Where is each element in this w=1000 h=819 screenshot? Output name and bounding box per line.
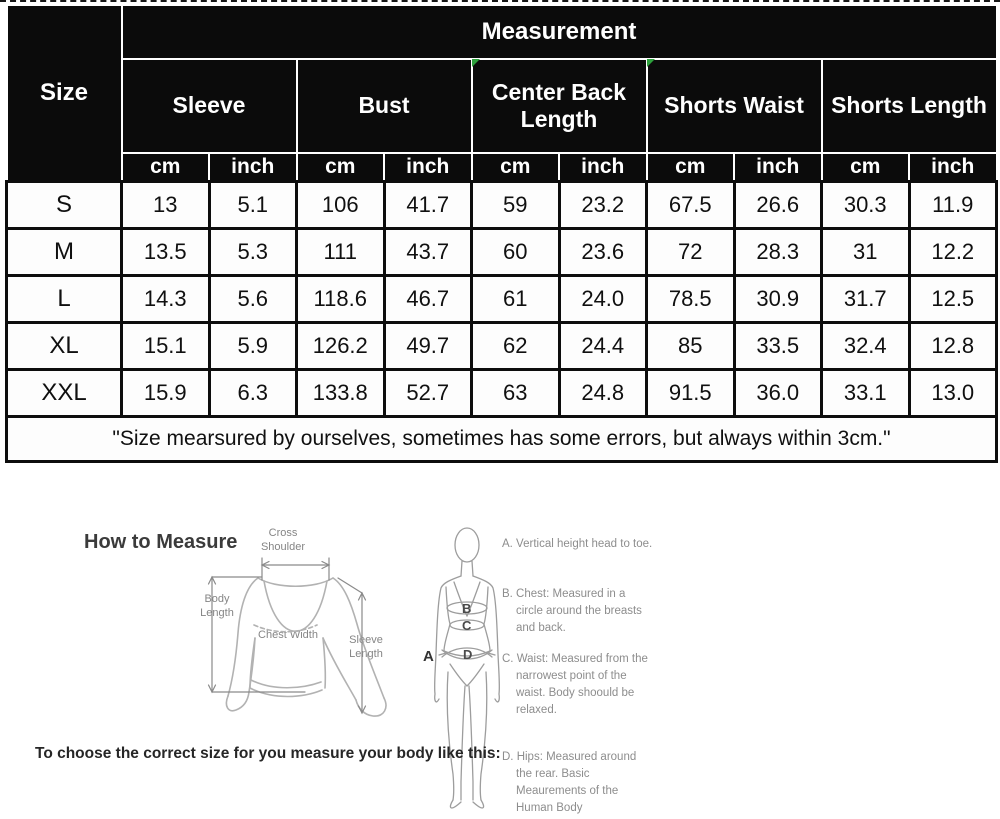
- group-header-bust: Bust: [297, 59, 472, 153]
- value-cell: 118.6: [297, 276, 385, 323]
- value-cell: 13: [122, 182, 210, 229]
- value-cell: 33.1: [822, 370, 910, 417]
- value-cell: 24.0: [559, 276, 647, 323]
- unit-cell-cm: cm: [472, 153, 560, 182]
- body-point-d: D: [463, 647, 473, 662]
- value-cell: 5.3: [209, 229, 297, 276]
- guide-footer: To choose the correct size for you measure your body like this:: [35, 745, 501, 762]
- unit-cell-inch: inch: [384, 153, 472, 182]
- value-cell: 13.0: [909, 370, 997, 417]
- value-cell: 67.5: [647, 182, 735, 229]
- unit-cell-inch: inch: [734, 153, 822, 182]
- group-header-shorts-waist: [647, 59, 822, 153]
- value-cell: 23.2: [559, 182, 647, 229]
- value-cell: 23.6: [559, 229, 647, 276]
- table-row: [7, 276, 997, 323]
- size-cell: XXL: [7, 370, 122, 417]
- value-cell: 91.5: [647, 370, 735, 417]
- value-cell: 126.2: [297, 323, 385, 370]
- value-cell: 6.3: [209, 370, 297, 417]
- group-header-shorts-length: Shorts Length: [822, 59, 997, 153]
- unit-cell-inch: inch: [209, 153, 297, 182]
- unit-cell-inch: inch: [909, 153, 997, 182]
- value-cell: 30.9: [734, 276, 822, 323]
- value-cell: 12.8: [909, 323, 997, 370]
- sleeve-length-label: Sleeve Length: [349, 634, 383, 660]
- table-row: [7, 370, 997, 417]
- value-cell: 5.6: [209, 276, 297, 323]
- size-note: "Size mearsured by ourselves, sometimes has some errors, but always within 3cm.": [7, 417, 997, 462]
- size-cell: L: [7, 276, 122, 323]
- value-cell: 31: [822, 229, 910, 276]
- value-cell: 41.7: [384, 182, 472, 229]
- value-cell: 46.7: [384, 276, 472, 323]
- body-point-b: B: [462, 601, 472, 616]
- value-cell: 33.5: [734, 323, 822, 370]
- value-cell: 12.2: [909, 229, 997, 276]
- value-cell: 43.7: [384, 229, 472, 276]
- value-cell: 30.3: [822, 182, 910, 229]
- group-header-center-back-length: [472, 59, 647, 153]
- value-cell: 52.7: [384, 370, 472, 417]
- size-cell: XL: [7, 323, 122, 370]
- value-cell: 28.3: [734, 229, 822, 276]
- value-cell: 31.7: [822, 276, 910, 323]
- chest-width-label: Chest Width: [258, 629, 318, 641]
- value-cell: 5.9: [209, 323, 297, 370]
- unit-cell-cm: cm: [822, 153, 910, 182]
- body-outline: [435, 528, 500, 808]
- body-point-c: C: [462, 618, 472, 633]
- value-cell: 13.5: [122, 229, 210, 276]
- table-row: [7, 229, 997, 276]
- instruction-b: B. Chest: Measured in a circle around the breasts and back.: [502, 588, 642, 635]
- instruction-d: D. Hips: Measured around the rear. Basic Meaurements of the Human Body: [502, 751, 637, 815]
- group-header-sleeve: Sleeve: [122, 59, 297, 153]
- value-cell: 15.1: [122, 323, 210, 370]
- group-header-label: Shorts Waist: [664, 92, 804, 119]
- top-edge-artifact: [0, 0, 1000, 2]
- size-header-cell: Size: [7, 5, 122, 182]
- table-row: [7, 182, 997, 229]
- unit-cell-cm: cm: [647, 153, 735, 182]
- measurement-header-cell: Measurement: [122, 5, 997, 59]
- value-cell: 72: [647, 229, 735, 276]
- instruction-c: C. Waist: Measured from the narrowest point of the waist. Body shoould be relaxed.: [502, 653, 648, 717]
- measurement-arrows: [209, 558, 366, 713]
- value-cell: 36.0: [734, 370, 822, 417]
- value-cell: 133.8: [297, 370, 385, 417]
- value-cell: 26.6: [734, 182, 822, 229]
- value-cell: 59: [472, 182, 560, 229]
- value-cell: 11.9: [909, 182, 997, 229]
- value-cell: 32.4: [822, 323, 910, 370]
- instruction-a: A. Vertical height head to toe.: [502, 538, 653, 550]
- group-header-label: Center Back Length: [491, 78, 627, 132]
- table-row: [7, 323, 997, 370]
- green-corner-mark: [647, 59, 655, 67]
- value-cell: 49.7: [384, 323, 472, 370]
- value-cell: 62: [472, 323, 560, 370]
- size-cell: M: [7, 229, 122, 276]
- value-cell: 61: [472, 276, 560, 323]
- value-cell: 14.3: [122, 276, 210, 323]
- value-cell: 106: [297, 182, 385, 229]
- value-cell: 85: [647, 323, 735, 370]
- value-cell: 78.5: [647, 276, 735, 323]
- value-cell: 63: [472, 370, 560, 417]
- size-cell: S: [7, 182, 122, 229]
- value-cell: 24.8: [559, 370, 647, 417]
- unit-cell-cm: cm: [297, 153, 385, 182]
- value-cell: 5.1: [209, 182, 297, 229]
- unit-cell-cm: cm: [122, 153, 210, 182]
- unit-cell-inch: inch: [559, 153, 647, 182]
- value-cell: 24.4: [559, 323, 647, 370]
- green-corner-mark: [472, 59, 480, 67]
- value-cell: 15.9: [122, 370, 210, 417]
- body-point-a: A: [423, 648, 434, 665]
- value-cell: 111: [297, 229, 385, 276]
- body-length-label: Body Length: [200, 593, 234, 619]
- guide-title: How to Measure: [84, 531, 238, 553]
- value-cell: 12.5: [909, 276, 997, 323]
- note-row: [7, 417, 997, 462]
- measurement-table: [5, 4, 998, 463]
- cross-shoulder-label: Cross Shoulder: [260, 527, 306, 553]
- value-cell: 60: [472, 229, 560, 276]
